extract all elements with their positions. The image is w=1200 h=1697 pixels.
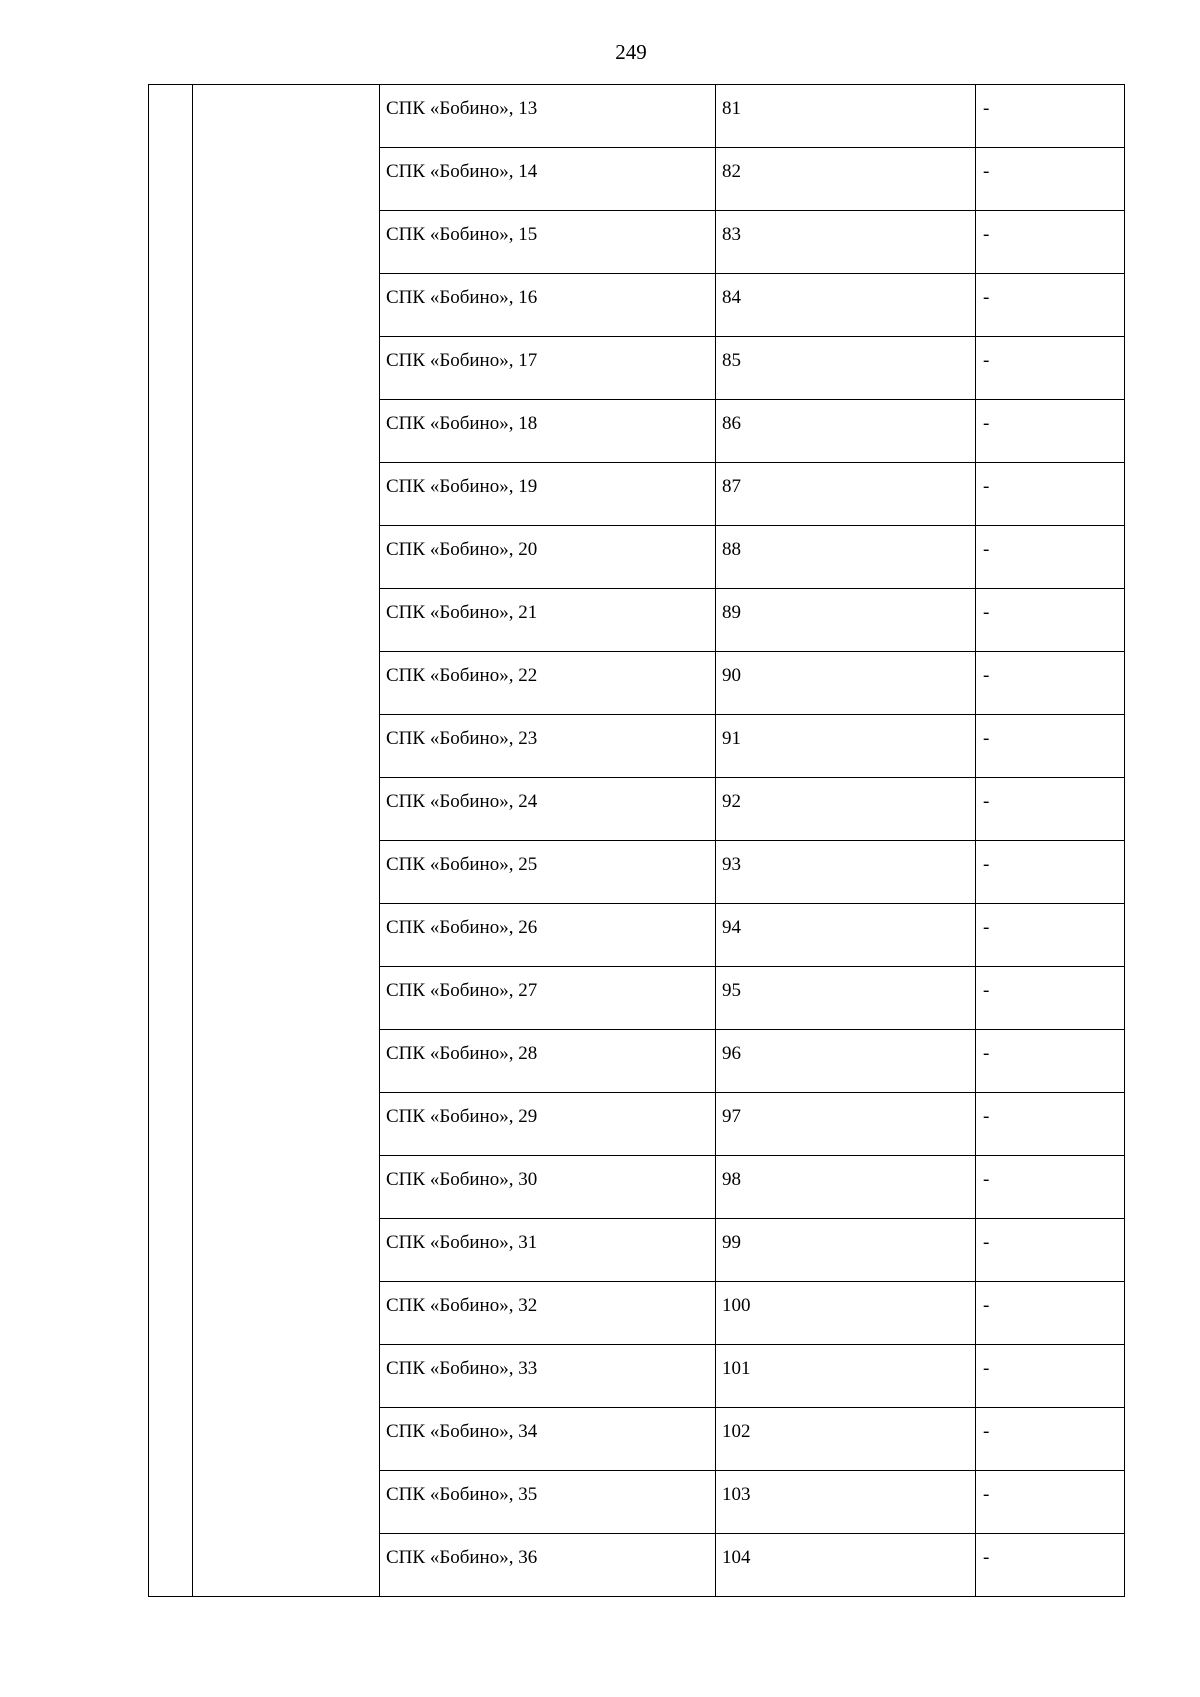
cell-number: 86 [716,400,976,463]
cell-name: СПК «Бобино», 26 [380,904,716,967]
cell-extra: - [976,400,1125,463]
cell-number: 85 [716,337,976,400]
merged-index-cell [149,85,193,1597]
cell-number: 87 [716,463,976,526]
cell-extra: - [976,1534,1125,1597]
cell-name: СПК «Бобино», 31 [380,1219,716,1282]
cell-number: 89 [716,589,976,652]
cell-number: 101 [716,1345,976,1408]
table-row [149,85,1125,148]
cell-extra: - [976,274,1125,337]
merged-category-cell [193,85,380,1597]
cell-name: СПК «Бобино», 18 [380,400,716,463]
cell-number: 98 [716,1156,976,1219]
cell-extra: - [976,1282,1125,1345]
cell-extra: - [976,1471,1125,1534]
cell-extra: - [976,1030,1125,1093]
cell-number: 102 [716,1408,976,1471]
cell-name: СПК «Бобино», 21 [380,589,716,652]
cell-name: СПК «Бобино», 13 [380,85,716,148]
cell-extra: - [976,463,1125,526]
cell-name: СПК «Бобино», 36 [380,1534,716,1597]
cell-name: СПК «Бобино», 22 [380,652,716,715]
cell-name: СПК «Бобино», 28 [380,1030,716,1093]
cell-extra: - [976,1219,1125,1282]
cell-name: СПК «Бобино», 23 [380,715,716,778]
cell-number: 97 [716,1093,976,1156]
cell-extra: - [976,1345,1125,1408]
cell-number: 92 [716,778,976,841]
cell-name: СПК «Бобино», 34 [380,1408,716,1471]
cell-extra: - [976,1156,1125,1219]
cell-name: СПК «Бобино», 17 [380,337,716,400]
table-body [149,85,1125,1597]
cell-extra: - [976,652,1125,715]
cell-number: 88 [716,526,976,589]
cell-name: СПК «Бобино», 24 [380,778,716,841]
cell-number: 83 [716,211,976,274]
cell-number: 93 [716,841,976,904]
cell-number: 104 [716,1534,976,1597]
cell-name: СПК «Бобино», 33 [380,1345,716,1408]
cell-name: СПК «Бобино», 14 [380,148,716,211]
cell-extra: - [976,715,1125,778]
cell-name: СПК «Бобино», 25 [380,841,716,904]
cell-extra: - [976,85,1125,148]
cell-number: 82 [716,148,976,211]
cell-extra: - [976,778,1125,841]
cell-name: СПК «Бобино», 35 [380,1471,716,1534]
cell-extra: - [976,211,1125,274]
page-number: 249 [615,40,647,64]
cell-name: СПК «Бобино», 20 [380,526,716,589]
cell-name: СПК «Бобино», 16 [380,274,716,337]
cell-number: 94 [716,904,976,967]
cell-name: СПК «Бобино», 15 [380,211,716,274]
cell-number: 91 [716,715,976,778]
cell-extra: - [976,148,1125,211]
cell-name: СПК «Бобино», 27 [380,967,716,1030]
cell-name: СПК «Бобино», 29 [380,1093,716,1156]
cell-extra: - [976,589,1125,652]
cell-number: 96 [716,1030,976,1093]
cell-extra: - [976,841,1125,904]
cell-number: 103 [716,1471,976,1534]
cell-number: 84 [716,274,976,337]
cell-number: 81 [716,85,976,148]
cell-extra: - [976,1408,1125,1471]
data-table [148,84,1125,1597]
cell-number: 90 [716,652,976,715]
cell-extra: - [976,337,1125,400]
cell-number: 100 [716,1282,976,1345]
cell-name: СПК «Бобино», 32 [380,1282,716,1345]
cell-number: 95 [716,967,976,1030]
cell-name: СПК «Бобино», 30 [380,1156,716,1219]
cell-extra: - [976,526,1125,589]
cell-extra: - [976,967,1125,1030]
cell-number: 99 [716,1219,976,1282]
cell-name: СПК «Бобино», 19 [380,463,716,526]
cell-extra: - [976,1093,1125,1156]
cell-extra: - [976,904,1125,967]
